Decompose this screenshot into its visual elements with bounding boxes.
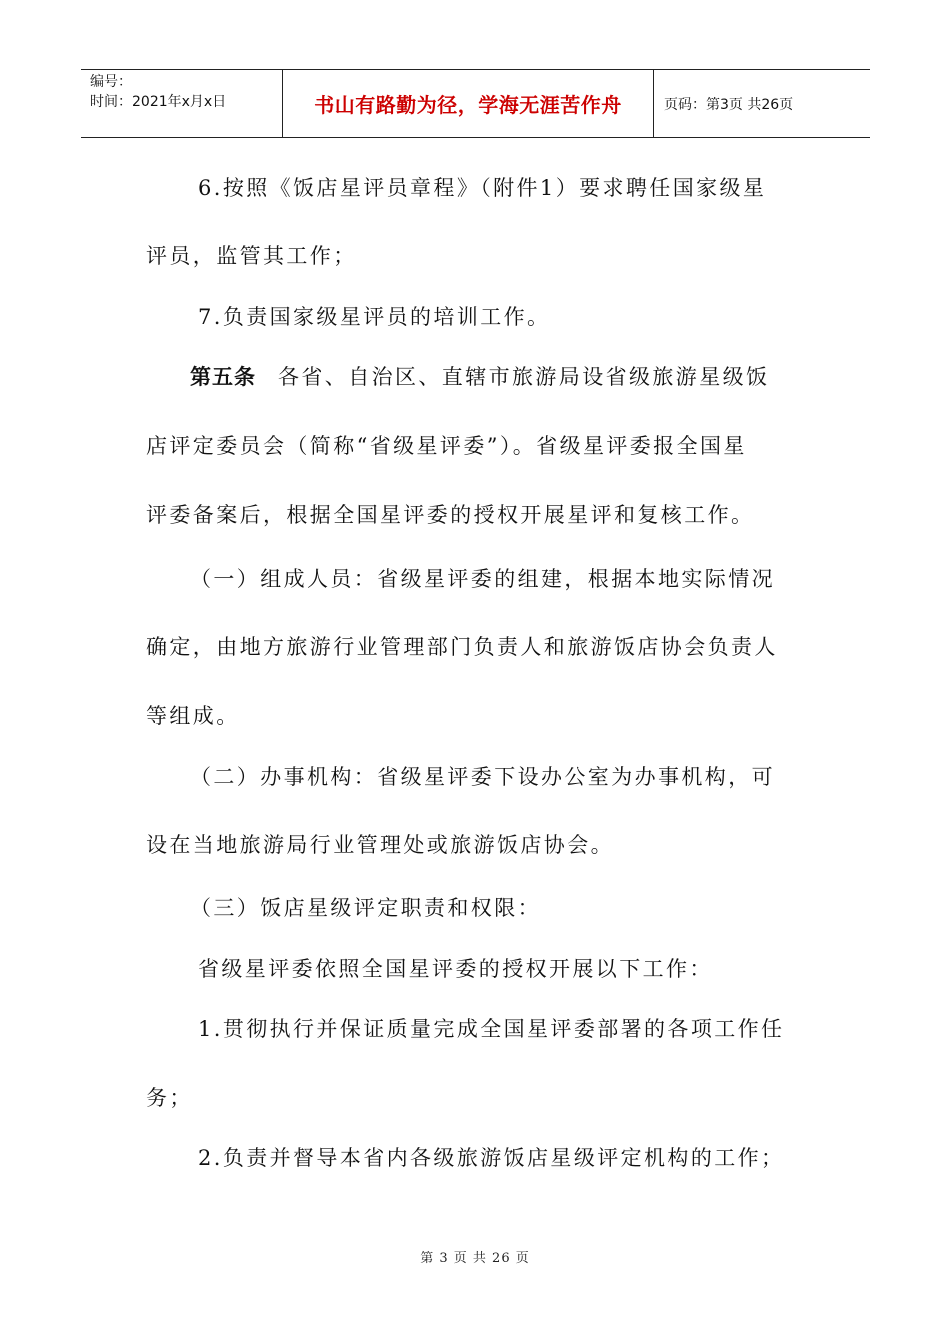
paragraph-line: （三）饭店星级评定职责和权限： [190, 896, 541, 920]
article-paragraph [190, 364, 769, 390]
document-number-label: 编号： [90, 74, 132, 90]
paragraph-line: 2.负责并督导本省内各级旅游饭店星级评定机构的工作； [198, 1146, 785, 1170]
paragraph-line: 省级星评委依照全国星评委的授权开展以下工作： [198, 957, 713, 981]
paragraph-line: 等组成。 [146, 704, 240, 728]
header-page-info: 页码：第3页 共26页 [664, 96, 794, 113]
header-meta-cell [81, 70, 283, 137]
document-header [81, 69, 870, 138]
paragraph-line: （二）办事机构：省级星评委下设办公室为办事机构，可 [190, 765, 775, 789]
paragraph-line: 1.贯彻执行并保证质量完成全国星评委部署的各项工作任 [198, 1017, 785, 1041]
article-label: 第五条 [190, 365, 256, 389]
paragraph-line: 6.按照《饭店星评员章程》（附件1）要求聘任国家级星 [198, 176, 767, 200]
paragraph-line: （一）组成人员：省级星评委的组建，根据本地实际情况 [190, 567, 775, 591]
document-time-label: 时间：2021年x月x日 [90, 94, 227, 110]
paragraph-line: 设在当地旅游局行业管理处或旅游饭店协会。 [146, 833, 614, 857]
paragraph-line: 务； [146, 1086, 193, 1110]
paragraph-line: 评委备案后，根据全国星评委的授权开展星评和复核工作。 [146, 503, 755, 527]
header-motto: 书山有路勤为径，学海无涯苦作舟 [283, 70, 654, 137]
paragraph-line: 店评定委员会（简称“省级星评委”）。省级星评委报全国星 [146, 434, 747, 458]
page-footer: 第 3 页 共 26 页 [420, 1251, 530, 1266]
paragraph-line: 评员，监管其工作； [146, 244, 357, 268]
paragraph-line: 各省、自治区、直辖市旅游局设省级旅游星级饭 [278, 365, 770, 389]
paragraph-line: 7.负责国家级星评员的培训工作。 [198, 305, 551, 329]
paragraph-line: 确定，由地方旅游行业管理部门负责人和旅游饭店协会负责人 [146, 635, 778, 659]
